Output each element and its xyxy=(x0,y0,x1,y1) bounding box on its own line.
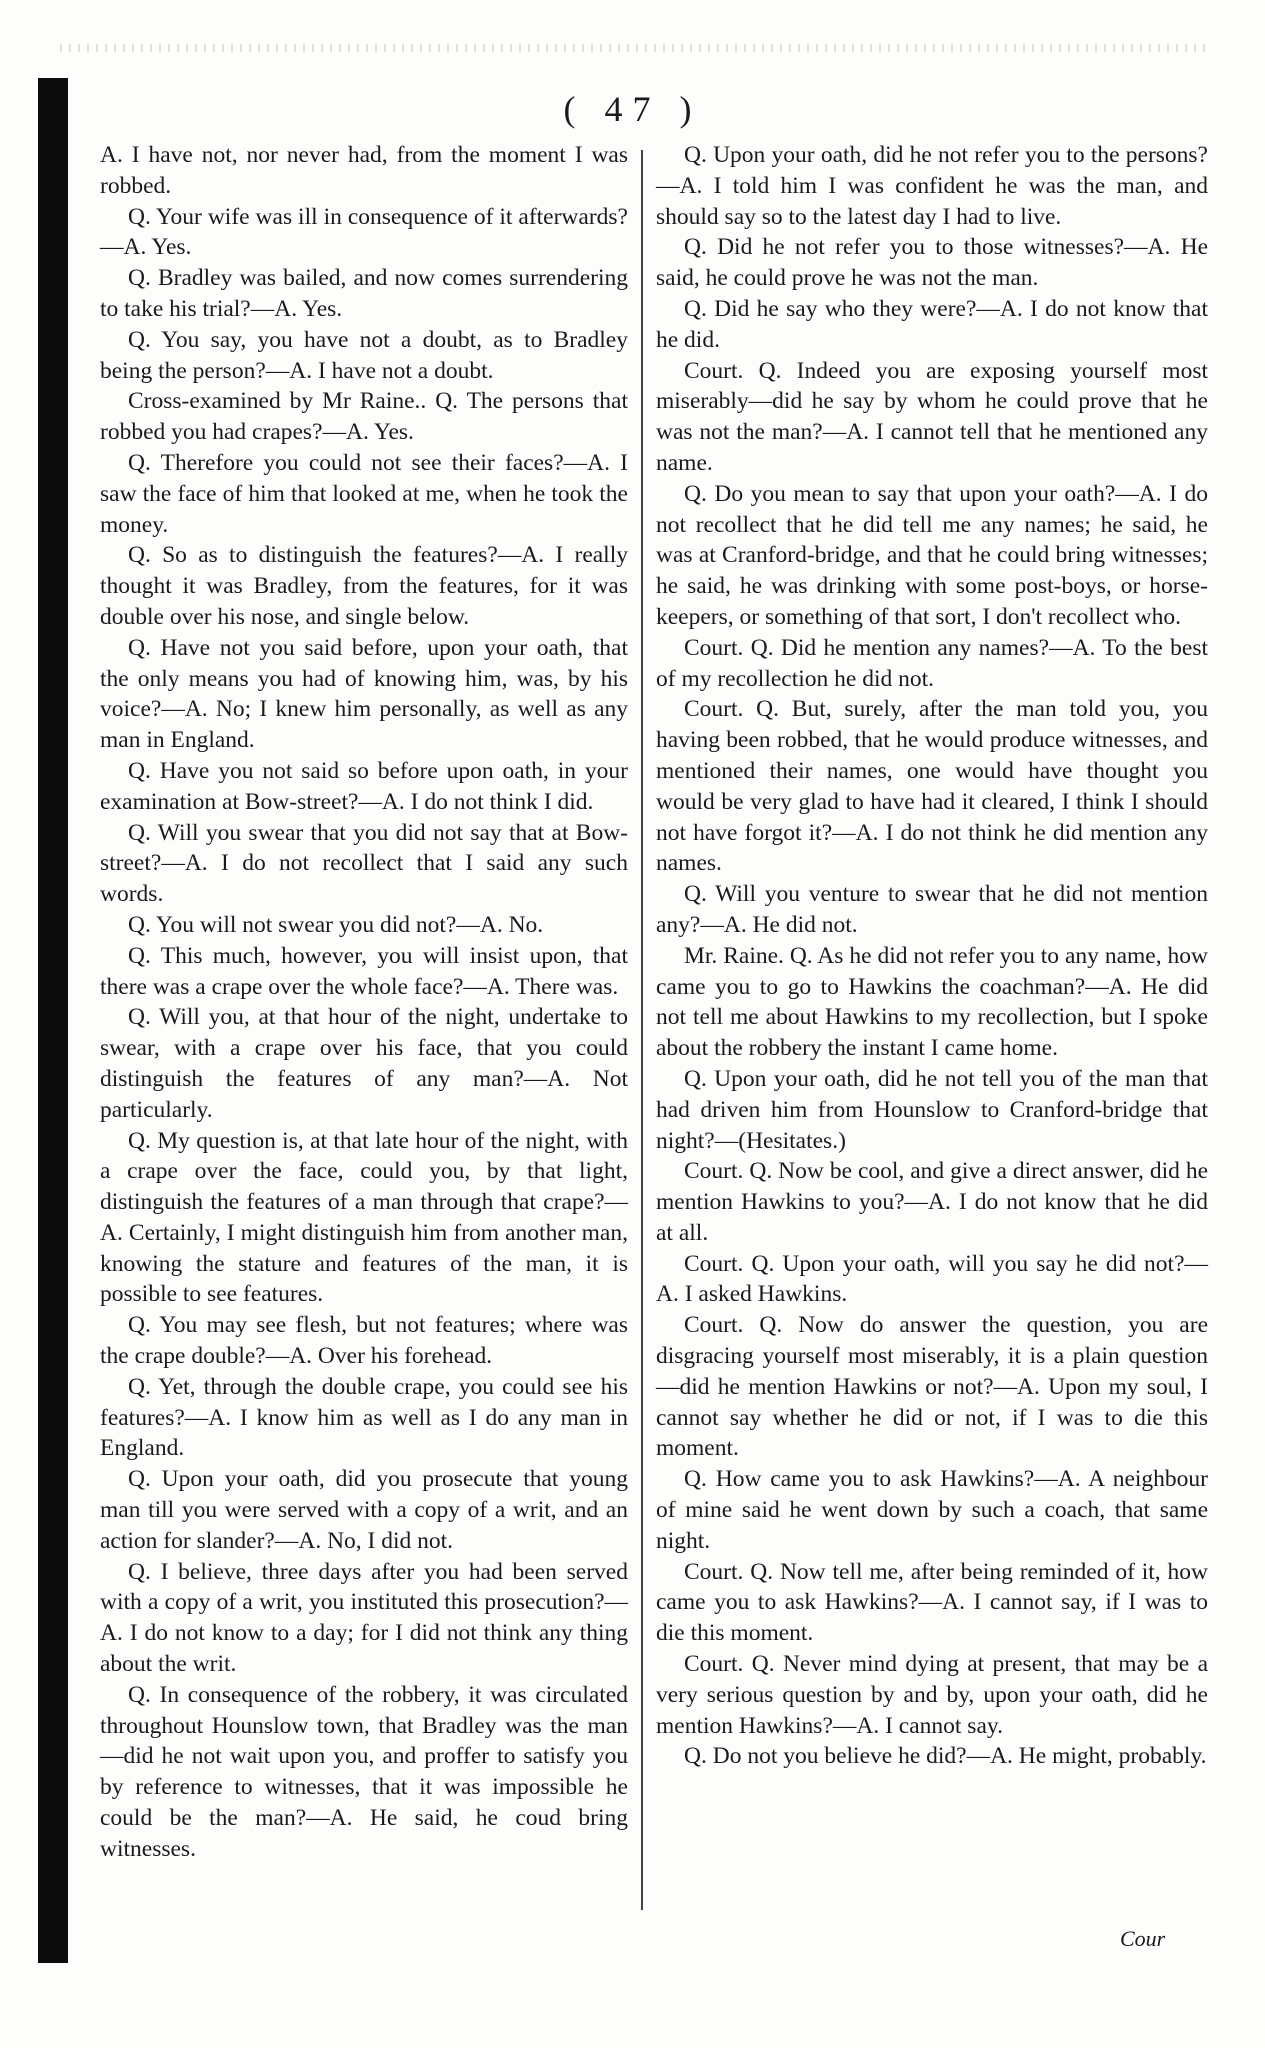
column-divider xyxy=(641,150,643,1910)
paragraph: Q. Will you swear that you did not say that at Bow-street?—A. I do not recollect that I said any such words. xyxy=(100,819,628,908)
paragraph: Court. Q. Never mind dying at present, that may be a very serious question by and by, upon your oath, did he mention Hawkins?—A. I cannot say. xyxy=(656,1651,1208,1739)
paragraph: Q. Have not you said before, upon your oath, that the only means you had of knowing him, was, by his voice?—A. No; I knew him personally, as well as any man in England. xyxy=(100,634,628,754)
paragraph: Mr. Raine. Q. As he did not refer you to any name, how came you to go to Hawkins the coachman?—A. He did not tell me about Hawkins to my recollection, but I spoke about the robbery the instant I came home. xyxy=(656,942,1208,1062)
catchword: Cour xyxy=(1120,1926,1166,1951)
paragraph: Q. This much, however, you will insist upon, that there was a crape over the whole face?—A. There was. xyxy=(100,942,628,1000)
paragraph: Q. Do not you believe he did?—A. He might, probably. xyxy=(684,1743,1207,1770)
paragraph: Q. Will you venture to swear that he did not mention any?—A. He did not. xyxy=(656,881,1208,938)
paragraph: Q. Bradley was bailed, and now comes surrendering to take his trial?—A. Yes. xyxy=(100,265,628,322)
paragraph: Court. Q. Upon your oath, will you say he did not?—A. I asked Hawkins. xyxy=(656,1250,1208,1308)
left-column xyxy=(100,140,628,1865)
paragraph: Q. So as to distinguish the features?—A. I really thought it was Bradley, from the features, for it was double over his nose, and single below. xyxy=(100,542,628,630)
right-column xyxy=(656,140,1208,1772)
paragraph: Q. You may see flesh, but not features; where was the crape double?—A. Over his forehead. xyxy=(100,1312,628,1370)
paragraph: Court. Q. Now be cool, and give a direct answer, did he mention Hawkins to you?—A. I do not know that he did at all. xyxy=(656,1158,1208,1246)
paragraph: Q. In consequence of the robbery, it was circulated throughout Hounslow town, that Bradley was the man—did he not wait upon you, and proffer to satisfy you by reference to witnesses, that it was impossible he could be the man?—A. He said, he coud bring witnesses. xyxy=(100,1681,628,1862)
paragraph: Q. Therefore you could not see their faces?—A. I saw the face of him that looked at me, when he took the money. xyxy=(100,449,628,538)
paragraph: Q. Upon your oath, did he not tell you of the man that had driven him from Hounslow to Cranford-bridge that night?—(Hesitates.) xyxy=(656,1065,1208,1154)
page-number: ( 47 ) xyxy=(563,89,702,129)
paragraph: Q. My question is, at that late hour of the night, with a crape over the face, could you, by that light, distinguish the features of a man through that crape?—A. Certainly, I might distinguish him from another man, knowing the stature and features of the man, it is possible to see features. xyxy=(100,1127,628,1308)
paragraph: Q. Yet, through the double crape, you could see his features?—A. I know him as well as I do any man in England. xyxy=(100,1373,628,1462)
paragraph: Q. Upon your oath, did he not refer you to the persons?—A. I told him I was confident he was the man, and should say so to the latest day I had to live. xyxy=(656,142,1208,230)
paragraph: Court. Q. Indeed you are exposing yourself most miserably—did he say by whom he could prove that he was not the man?—A. I cannot tell that he mentioned any name. xyxy=(656,357,1208,476)
paragraph: Q. You say, you have not a doubt, as to Bradley being the person?—A. I have not a doubt. xyxy=(100,326,628,384)
paragraph: Q. Your wife was ill in consequence of it afterwards?—A. Yes. xyxy=(100,203,628,261)
paragraph: Q. How came you to ask Hawkins?—A. A neighbour of mine said he went down by such a coach, that same night. xyxy=(656,1466,1208,1554)
paragraph: Q. Upon your oath, did you prosecute that young man till you were served with a copy of a writ, and an action for slander?—A. No, I did not. xyxy=(100,1466,628,1554)
paragraph: Q. You will not swear you did not?—A. No. xyxy=(128,911,544,938)
paragraph: Q. Do you mean to say that upon your oath?—A. I do not recollect that he did tell me any names; he said, he was at Cranford-bridge, and that he could bring witnesses; he said, he was drinking with some post-boys, or horse-keepers, or something of that sort, I don't recollect who. xyxy=(656,480,1208,630)
paragraph: Court. Q. Now do answer the question, you are disgracing yourself most miserably, it is a plain question—did he mention Hawkins or not?—A. Upon my soul, I cannot say whether he did or not, if I was to die this moment. xyxy=(656,1312,1208,1462)
paragraph: Q. Did he say who they were?—A. I do not know that he did. xyxy=(656,295,1208,353)
paragraph: Q. Will you, at that hour of the night, undertake to swear, with a crape over his face, that you could distinguish the features of any man?—A. Not particularly. xyxy=(100,1004,628,1123)
paragraph: Court. Q. But, surely, after the man told you, you having been robbed, that he would produce witnesses, and mentioned their names, one would have thought you would be very glad to have had it cleared, I think I should not have forgot it?—A. I do not think he did mention any names. xyxy=(656,696,1208,877)
paragraph: Court. Q. Now tell me, after being reminded of it, how came you to ask Hawkins?—A. I cannot say, if I was to die this moment. xyxy=(656,1558,1208,1647)
paragraph: A. I have not, nor never had, from the moment I was robbed. xyxy=(100,142,628,199)
paragraph: Court. Q. Did he mention any names?—A. To the best of my recollection he did not. xyxy=(656,634,1208,692)
paragraph: Cross-examined by Mr Raine.. Q. The persons that robbed you had crapes?—A. Yes. xyxy=(100,388,628,446)
paragraph: Q. Did he not refer you to those witnesses?—A. He said, he could prove he was not the man. xyxy=(656,234,1208,292)
paragraph: Q. Have you not said so before upon oath, in your examination at Bow-street?—A. I do not think I did. xyxy=(100,757,628,815)
binding-edge xyxy=(38,78,68,1963)
paragraph: Q. I believe, three days after you had been served with a copy of a writ, you instituted this prosecution?—A. I do not know to a day; for I did not think any thing about the writ. xyxy=(100,1558,628,1678)
scan-noise xyxy=(60,44,1205,52)
